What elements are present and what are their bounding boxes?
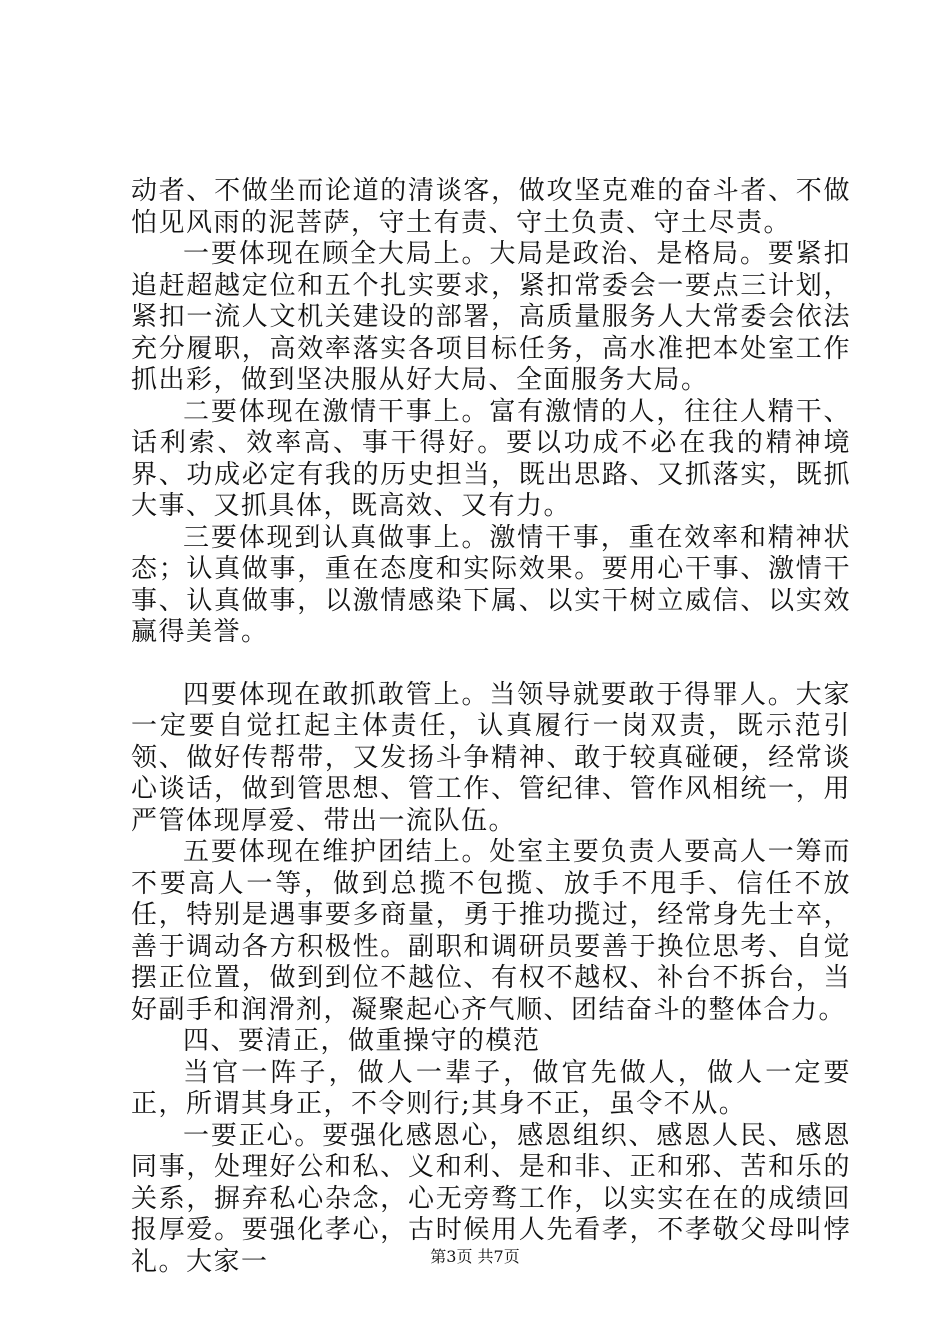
- paragraph-continued: 动者、不做坐而论道的清谈客，做攻坚克难的奋斗者、不做怕见风雨的泥菩萨，守土有责、守土负责、守土尽责。: [131, 176, 851, 238]
- document-body: [131, 176, 851, 1278]
- page-number-footer: 第3页 共7页: [430, 1247, 520, 1266]
- paragraph-diligence: 三要体现到认真做事上。激情干事，重在效率和精神状态；认真做事，重在态度和实际效果。要用心干事、激情干事、认真做事，以激情感染下属、以实干树立威信、以实效赢得美誉。: [131, 522, 851, 647]
- paragraph-passion: 二要体现在激情干事上。富有激情的人，往往人精干、话利索、效率高、事干得好。要以功成不必在我的精神境界、功成必定有我的历史担当，既出思路、又抓落实，既抓大事、又抓具体，既高效、又有力。: [131, 396, 851, 521]
- section-heading: 四、要清正，做重操守的模范: [183, 1026, 541, 1056]
- paragraph-unity: 五要体现在维护团结上。处室主要负责人要高人一筹而不要高人一等，做到总揽不包揽、放手不甩手、信任不放任，特别是遇事要多商量，勇于推功揽过，经常身先士卒，善于调动各方积极性。副职和调研员要善于换位思考、自觉摆正位置，做到到位不越位、有权不越权、补台不拆台，当好副手和润滑剂，凝聚起心齐气顺、团结奋斗的整体合力。: [131, 837, 851, 1025]
- paragraph-integrity: 当官一阵子，做人一辈子，做官先做人，做人一定要正，所谓其身正，不令则行;其身不正，虽令不从。: [131, 1057, 851, 1119]
- paragraph-management: 四要体现在敢抓敢管上。当领导就要敢于得罪人。大家一定要自觉扛起主体责任，认真履行一岗双责，既示范引领、做好传帮带，又发扬斗争精神、敢于较真碰硬，经常谈心谈话，做到管思想、管工作、管纪律、管作风相统一，用严管体现厚爱、带出一流队伍。: [131, 679, 851, 836]
- paragraph-right-mind: 一要正心。要强化感恩心，感恩组织、感恩人民、感恩同事，处理好公和私、义和利、是和非、正和邪、苦和乐的关系，摒弃私心杂念，心无旁骛工作，以实实在在的成绩回报厚爱。要强化孝心，古时候用人先看孝，不孝敬父母叫悖礼。大家一: [131, 1120, 851, 1277]
- paragraph-overall-situation: 一要体现在顾全大局上。大局是政治、是格局。要紧扣追赶超越定位和五个扎实要求，紧扣常委会一要点三计划，紧扣一流人文机关建设的部署，高质量服务人大常委会依法充分履职，高效率落实各项目标任务，高水准把本处室工作抓出彩，做到坚决服从好大局、全面服务大局。: [131, 239, 851, 395]
